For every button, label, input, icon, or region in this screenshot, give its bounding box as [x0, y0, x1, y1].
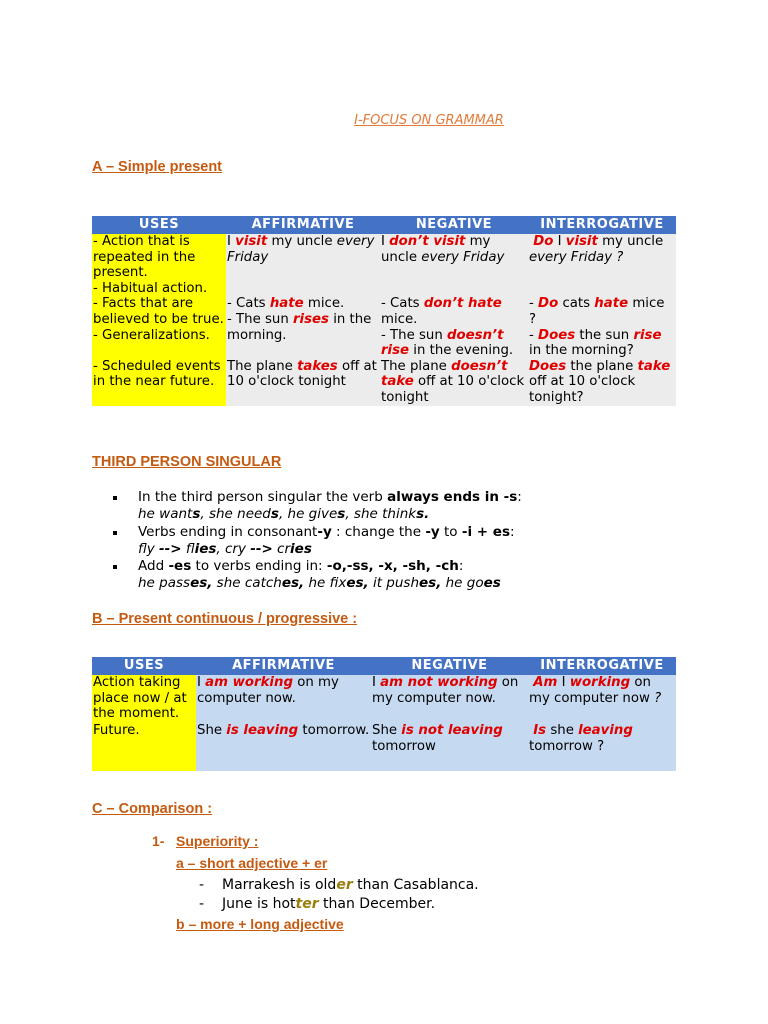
table-row — [92, 359, 676, 406]
negative-cell: I am not working on my computer now. — [371, 675, 528, 723]
use-cell: - Action that is repeated in the present. - Habitual action. — [92, 234, 226, 296]
bullet-example: he wants, she needs, he gives, she thinks. — [138, 506, 430, 522]
example-text: June is hotter than December. — [222, 896, 436, 912]
interrogative-cell: Am I working on my computer now ? — [528, 675, 676, 723]
present-continuous-table — [92, 657, 676, 771]
use-cell: - Facts that are believed to be true. - Generalizations. — [92, 296, 226, 358]
dash-icon: - — [199, 896, 205, 912]
interrogative-cell: - Do cats hate mice ? - Does the sun rise in the morning? — [528, 296, 676, 358]
table-row — [92, 723, 676, 771]
third-person-heading: THIRD PERSON SINGULAR — [92, 454, 282, 470]
list-number: 1- — [152, 833, 165, 849]
example-text: Marrakesh is older than Casablanca. — [222, 877, 479, 893]
interrogative-cell: Do I visit my uncle every Friday ? — [528, 234, 676, 296]
negative-cell: I don’t visit my uncle every Friday — [380, 234, 528, 296]
superiority-label: Superiority : — [176, 833, 259, 849]
bullet-icon — [113, 496, 117, 500]
table-header-row — [92, 657, 676, 675]
negative-cell: - Cats don’t hate mice. - The sun doesn’t rise in the evening. — [380, 296, 528, 358]
table-row — [92, 234, 676, 296]
affirmative-cell: She is leaving tomorrow. — [196, 723, 371, 771]
bullet-text: Add -es to verbs ending in: -o,-ss, -x, -sh, -ch: — [138, 558, 464, 574]
bullet-text: In the third person singular the verb always ends in -s: — [138, 489, 522, 505]
use-cell: Future. — [92, 723, 196, 771]
header-uses: USES — [92, 657, 196, 675]
header-interrogative: INTERROGATIVE — [528, 657, 676, 675]
bullet-icon — [113, 565, 117, 569]
affirmative-cell: The plane takes off at 10 o'clock tonight — [226, 359, 380, 406]
affirmative-cell: I am working on my computer now. — [196, 675, 371, 723]
section-b-heading: B – Present continuous / progressive : — [92, 611, 358, 627]
header-affirmative: AFFIRMATIVE — [226, 216, 380, 234]
table-row — [92, 675, 676, 723]
long-adjective-label: b – more + long adjective — [176, 916, 344, 932]
header-interrogative: INTERROGATIVE — [528, 216, 676, 234]
page-title: I-FOCUS ON GRAMMAR — [354, 113, 504, 128]
header-uses: USES — [92, 216, 226, 234]
interrogative-cell: Is she leaving tomorrow ? — [528, 723, 676, 771]
section-a-heading: A – Simple present — [92, 159, 223, 175]
section-c-heading: C – Comparison : — [92, 801, 213, 817]
interrogative-cell: Does the plane take off at 10 o'clock tonight? — [528, 359, 676, 406]
affirmative-cell: I visit my uncle every Friday — [226, 234, 380, 296]
table-row — [92, 296, 676, 358]
header-negative: NEGATIVE — [380, 216, 528, 234]
simple-present-table — [92, 216, 676, 406]
use-cell: Action taking place now / at the moment. — [92, 675, 196, 723]
negative-cell: She is not leaving tomorrow — [371, 723, 528, 771]
bullet-icon — [113, 531, 117, 535]
table-header-row — [92, 216, 676, 234]
bullet-text: Verbs ending in consonant-y : change the -y to -i + es: — [138, 524, 515, 540]
dash-icon: - — [199, 877, 205, 893]
header-affirmative: AFFIRMATIVE — [196, 657, 371, 675]
bullet-example: fly --> flies, cry --> cries — [138, 541, 312, 557]
affirmative-cell: - Cats hate mice. - The sun rises in the morning. — [226, 296, 380, 358]
short-adjective-label: a – short adjective + er — [176, 855, 328, 871]
use-cell: - Scheduled events in the near future. — [92, 359, 226, 406]
header-negative: NEGATIVE — [371, 657, 528, 675]
negative-cell: The plane doesn’t take off at 10 o'clock tonight — [380, 359, 528, 406]
bullet-example: he passes, she catches, he fixes, it pushes, he goes — [138, 575, 501, 591]
